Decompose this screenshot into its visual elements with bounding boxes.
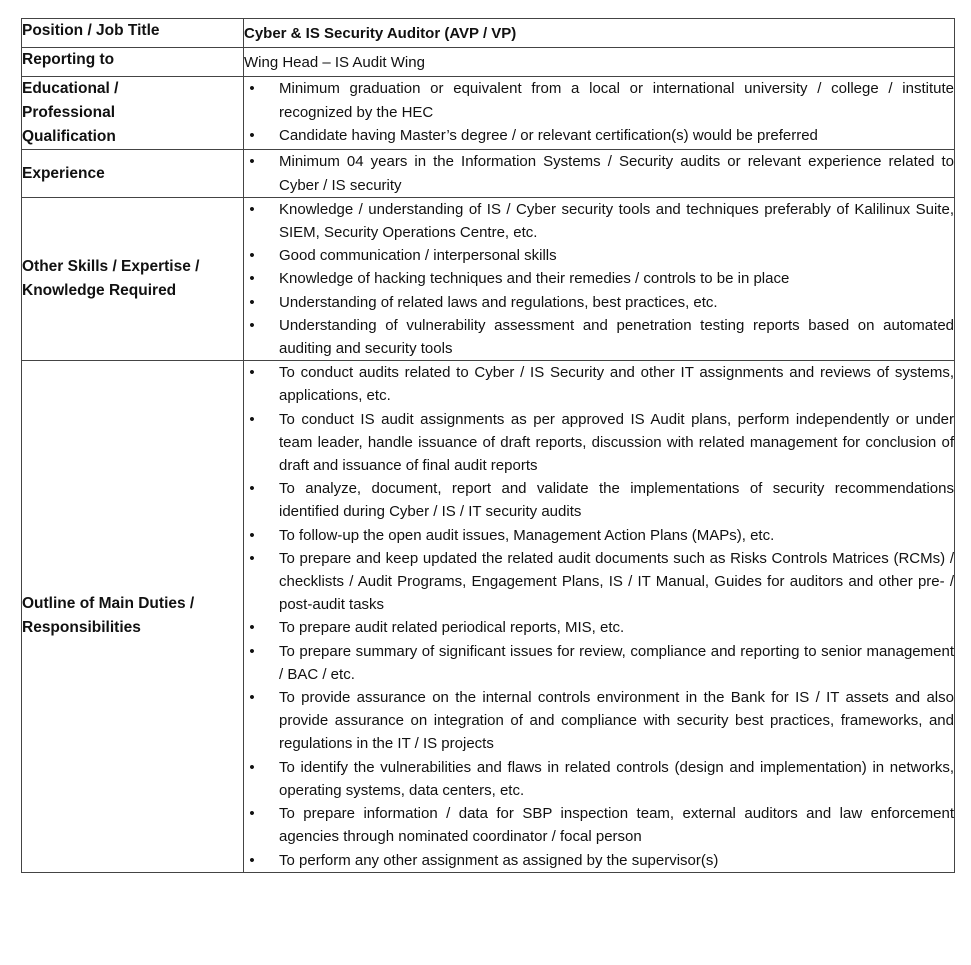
row-education [22,77,955,150]
row-position [22,19,955,48]
label-education [22,77,244,150]
list-item: • Understanding of related laws and regulations, best practices, etc. [244,291,954,314]
bullet-icon [247,756,257,779]
label-line: Other Skills / Expertise / [22,258,200,276]
list-item: • To prepare audit related periodical reports, MIS, etc. [244,616,954,639]
bullet-icon [247,408,257,431]
education-list [244,77,954,147]
value-experience [244,150,955,197]
row-skills [22,197,955,360]
value-position: Cyber & IS Security Auditor (AVP / VP) [244,19,955,48]
value-duties [244,361,955,872]
list-item: • To prepare and keep updated the related audit documents such as Risks Controls Matrices (RCMs) / checklists / Audit Programs, Engagement Plans, IS / IT Manual, Guides for auditors and other pre- / post-audit tasks [244,547,954,617]
bullet-icon [247,849,257,872]
value-reporting: Wing Head – IS Audit Wing [244,48,955,77]
label-skills [22,197,244,360]
list-item: • Minimum 04 years in the Information Systems / Security audits or relevant experience related to Cyber / IS security [244,150,954,196]
list-item: • Knowledge / understanding of IS / Cyber security tools and techniques preferably of Kalilinux Suite, SIEM, Security Operations Centre, etc. [244,198,954,244]
experience-list [244,150,954,196]
list-item: • To perform any other assignment as assigned by the supervisor(s) [244,849,954,872]
label-line: Outline of Main Duties / [22,595,195,613]
label-line: Educational / [22,80,119,98]
label-position: Position / Job Title [22,19,244,48]
bullet-icon [247,616,257,639]
label-line: Knowledge Required [22,282,177,300]
label-line: Responsibilities [22,619,141,637]
list-item: • To conduct audits related to Cyber / IS Security and other IT assignments and reviews of systems, applications, etc. [244,361,954,407]
value-education [244,77,955,150]
list-item: • Understanding of vulnerability assessment and penetration testing reports based on automated auditing and security tools [244,314,954,360]
value-skills [244,197,955,360]
skills-list [244,198,954,360]
list-item: • To conduct IS audit assignments as per approved IS Audit plans, perform independently or under team leader, handle issuance of draft reports, discussion with related management for conclusion of draft and issuance of final audit reports [244,408,954,478]
list-item: • To provide assurance on the internal controls environment in the Bank for IS / IT assets and also provide assurance on integration of and compliance with security best practices, frameworks, and regulations in the IT / IS projects [244,686,954,756]
bullet-icon [247,686,257,709]
list-item: • Minimum graduation or equivalent from a local or international university / college / institute recognized by the HEC [244,77,954,123]
bullet-icon [247,547,257,570]
duties-list [244,361,954,871]
list-item: • To identify the vulnerabilities and flaws in related controls (design and implementation) in networks, operating systems, data centers, etc. [244,756,954,802]
bullet-icon [247,150,257,173]
label-experience: Experience [22,150,244,197]
list-item: • To analyze, document, report and validate the implementations of security recommendations identified during Cyber / IS / IT security audits [244,477,954,523]
bullet-icon [247,477,257,500]
bullet-icon [247,77,257,100]
list-item: • To follow-up the open audit issues, Management Action Plans (MAPs), etc. [244,524,954,547]
label-line: Qualification [22,128,116,146]
bullet-icon [247,314,257,337]
label-line: Professional [22,104,116,122]
list-item: • Candidate having Master’s degree / or relevant certification(s) would be preferred [244,124,954,147]
job-description-table [21,18,955,873]
bullet-icon [247,524,257,547]
list-item: • Good communication / interpersonal skills [244,244,954,267]
list-item: • To prepare information / data for SBP inspection team, external auditors and law enforcement agencies through nominated coordinator / focal person [244,802,954,848]
bullet-icon [247,124,257,147]
list-item: • To prepare summary of significant issues for review, compliance and reporting to senior management / BAC / etc. [244,640,954,686]
row-duties [22,361,955,872]
label-reporting: Reporting to [22,48,244,77]
bullet-icon [247,802,257,825]
bullet-icon [247,267,257,290]
label-duties [22,361,244,872]
row-experience [22,150,955,197]
bullet-icon [247,640,257,663]
bullet-icon [247,244,257,267]
bullet-icon [247,291,257,314]
bullet-icon [247,198,257,221]
list-item: • Knowledge of hacking techniques and their remedies / controls to be in place [244,267,954,290]
bullet-icon [247,361,257,384]
row-reporting [22,48,955,77]
